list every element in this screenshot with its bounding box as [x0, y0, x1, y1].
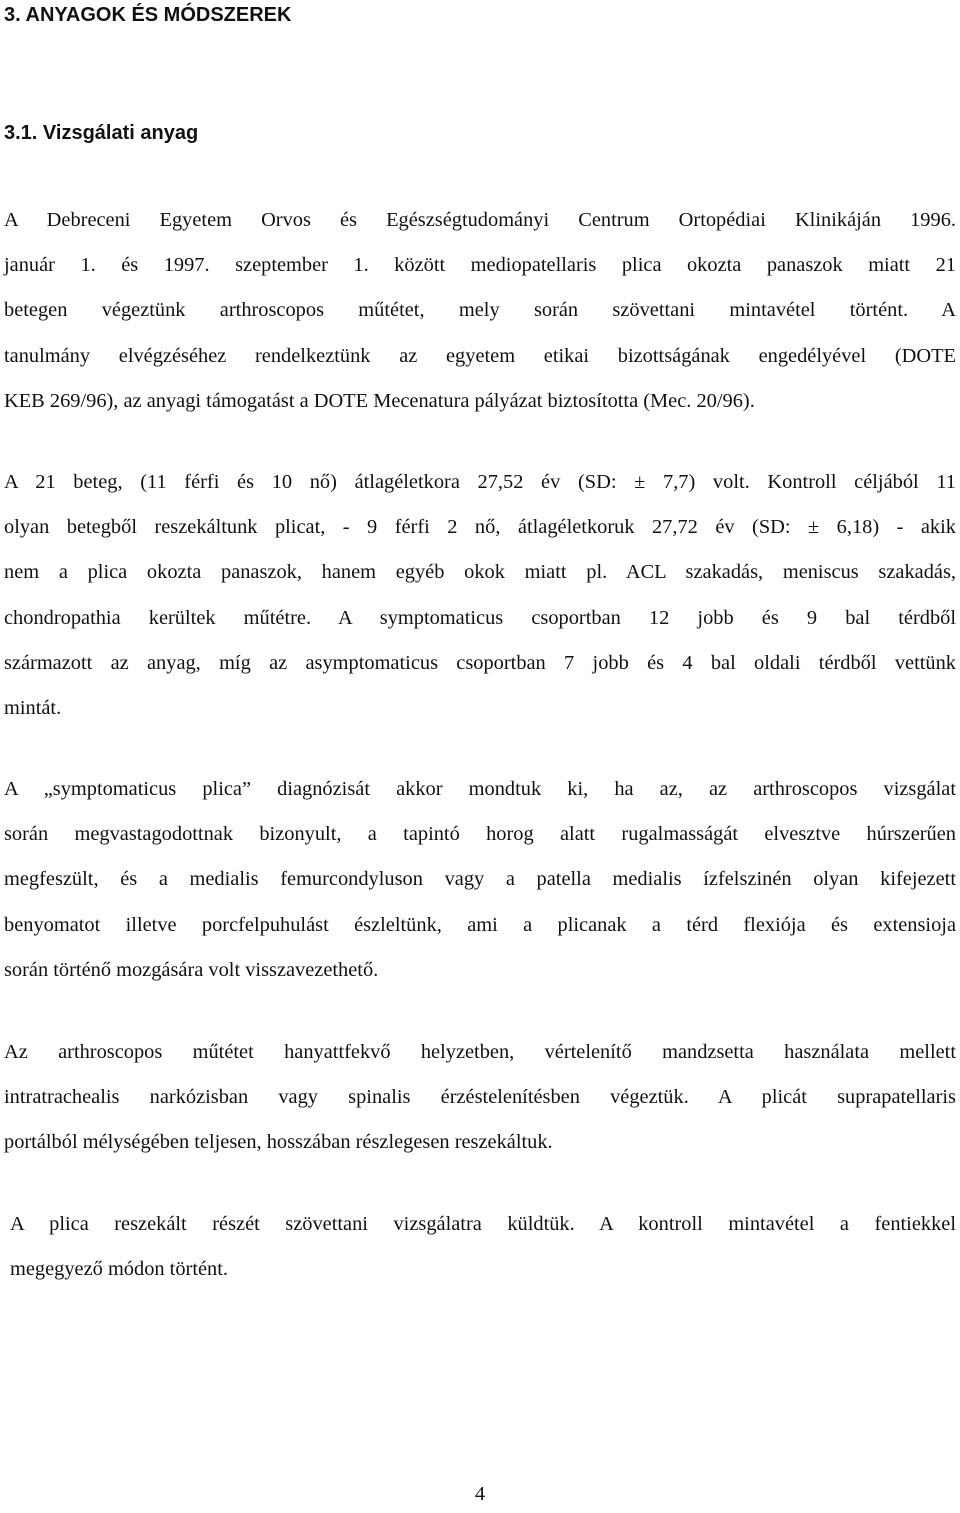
text-line: során történő mozgására volt visszavezethető. — [4, 958, 379, 981]
text-line: A Debreceni Egyetem Orvos és Egészségtudományi Centrum Ortopédiai Klinikáján 1996. — [4, 209, 956, 231]
paragraph-patients — [4, 460, 956, 731]
paragraph-surgery — [4, 1030, 956, 1166]
text-line: portálból mélységében teljesen, hosszában részlegesen reszekáltuk. — [4, 1131, 553, 1154]
text-line: megegyező módon történt. — [10, 1258, 229, 1281]
text-line: tanulmány elvégzéséhez rendelkeztünk az egyetem etikai bizottságának engedélyével (DOTE — [4, 344, 956, 367]
text-line: chondropathia kerültek műtétre. A symptomaticus csoportban 12 jobb és 9 bal térdből — [4, 606, 956, 629]
text-line: KEB 269/96), az anyagi támogatást a DOTE Mecenatura pályázat biztosította (Mec. 20/96). — [4, 389, 755, 412]
text-line: mintát. — [4, 696, 62, 719]
text-line: A plica reszekált részét szövettani vizsgálatra küldtük. A kontroll mintavétel a fentiekkel — [10, 1213, 956, 1235]
text-line: Az arthroscopos műtétet hanyattfekvő helyzetben, vértelenítő mandzsetta használata mellett — [4, 1041, 956, 1063]
text-line: megfeszült, és a medialis femurcondyluson vagy a patella medialis ízfelszinén olyan kifejezett — [4, 868, 956, 891]
text-line: A „symptomaticus plica” diagnózisát akkor mondtuk ki, ha az, az arthroscopos vizsgálat — [4, 778, 956, 800]
text-line: A 21 beteg, (11 férfi és 10 nő) átlagéletkora 27,52 év (SD: ± 7,7) volt. Kontroll céljából 11 — [4, 471, 956, 493]
section-heading: 3.1. Vizsgálati anyag — [4, 122, 199, 144]
paragraph-diagnosis — [4, 767, 956, 993]
text-line: betegen végeztünk arthroscopos műtétet, mely során szövettani mintavétel történt. A — [4, 299, 956, 322]
text-line: benyomatot illetve porcfelpuhulást észleltünk, ami a plicanak a térd flexiója és extensioja — [4, 913, 956, 936]
chapter-heading: 3. ANYAGOK ÉS MÓDSZEREK — [4, 4, 292, 26]
text-line: származott az anyag, míg az asymptomaticus csoportban 7 jobb és 4 bal oldali térdből vettünk — [4, 651, 956, 674]
text-line: során megvastagodottnak bizonyult, a tapintó horog alatt rugalmasságát elvesztve húrszerűen — [4, 823, 956, 846]
text-line: olyan betegből reszekáltunk plicat, - 9 férfi 2 nő, átlagéletkoruk 27,72 év (SD: ± 6,18) - akik — [4, 516, 956, 539]
paragraph-study-material — [4, 198, 956, 424]
paragraph-histology — [10, 1202, 956, 1292]
text-line: január 1. és 1997. szeptember 1. között mediopatellaris plica okozta panaszok miatt 21 — [4, 254, 956, 277]
text-line: intratrachealis narkózisban vagy spinalis érzéstelenítésben végeztük. A plicát suprapatellaris — [4, 1086, 956, 1109]
text-line: nem a plica okozta panaszok, hanem egyéb okok miatt pl. ACL szakadás, meniscus szakadás, — [4, 561, 956, 584]
page-number: 4 — [474, 1483, 486, 1505]
